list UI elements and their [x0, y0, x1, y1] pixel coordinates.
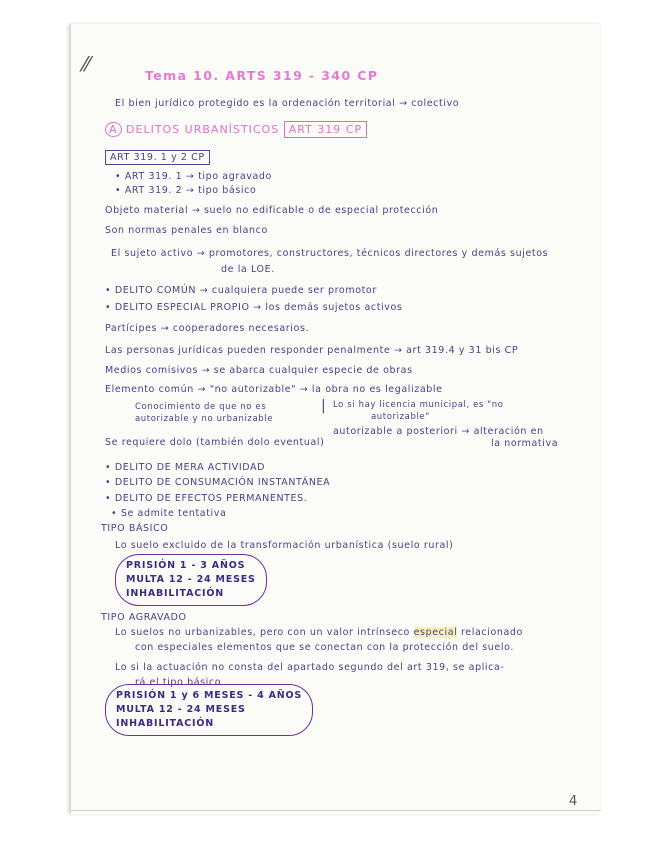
text-line: • DELITO ESPECIAL PROPIO → los demás sujetos activos: [105, 302, 403, 313]
page-bottom-rule: [71, 810, 601, 811]
page-number: 4: [569, 794, 578, 809]
notebook-page: [70, 24, 601, 814]
note-line: Lo si hay licencia municipal, es "no: [333, 400, 504, 410]
text-line: Partícipes → cooperadores necesarios.: [105, 323, 310, 334]
text-line: Se requiere dolo (también dolo eventual): [105, 437, 325, 448]
text-line: Las personas jurídicas pueden responder penalmente → art 319.4 y 31 bis CP: [105, 345, 519, 356]
tipo-basico-heading: TIPO BÁSICO: [101, 523, 169, 534]
text-line: Lo suelo excluido de la transformación urbanística (suelo rural): [115, 540, 454, 551]
text-line: Elemento común → "no autorizable" → la obra no es legalizable: [105, 384, 443, 395]
penalty-prison: PRISIÓN 1 - 3 AÑOS: [126, 560, 246, 571]
page-title: Tema 10. ARTS 319 - 340 CP: [145, 68, 379, 83]
penalty-prison: PRISIÓN 1 y 6 MESES - 4 AÑOS: [116, 690, 303, 701]
section-a-ref: ART 319 CP: [284, 121, 367, 138]
agravado-line: rá el tipo básico: [135, 677, 222, 688]
text-line: • DELITO DE EFECTOS PERMANENTES.: [105, 493, 308, 504]
intro-line: El bien jurídico protegido es la ordenación territorial → colectivo: [115, 98, 460, 109]
text-line: Medios comisivos → se abarca cualquier especie de obras: [105, 365, 413, 376]
sub-ref: ART 319. 1 y 2 CP: [105, 150, 210, 165]
item-basico: • ART 319. 2 → tipo básico: [115, 185, 257, 196]
text-line: • DELITO DE MERA ACTIVIDAD: [105, 462, 266, 473]
penalty-disqualification: INHABILITACIÓN: [116, 718, 214, 729]
text-line: • DELITO COMÚN → cualquiera puede ser promotor: [105, 285, 377, 296]
agravado-line: con especiales elementos que se conectan con la protección del suelo.: [135, 642, 514, 653]
penalty-fine: MULTA 12 - 24 MESES: [126, 574, 256, 585]
note-line: la normativa: [491, 438, 559, 449]
penalty-disqualification: INHABILITACIÓN: [126, 588, 224, 599]
text-line: • Se admite tentativa: [111, 508, 227, 519]
text-line: de la LOE.: [221, 264, 275, 275]
note-line: autorizable": [371, 412, 430, 422]
down-arrow: |: [321, 398, 327, 414]
note-line: autorizable y no urbanizable: [135, 414, 274, 424]
agravado-line: Lo si la actuación no consta del apartado segundo del art 319, se aplica-: [115, 662, 505, 673]
tipo-agravado-heading: TIPO AGRAVADO: [101, 612, 187, 623]
margin-mark: ⁄⁄: [83, 52, 90, 76]
section-a-bullet: A: [105, 122, 122, 137]
text-line: Objeto material → suelo no edificable o de especial protección: [105, 205, 439, 216]
penalty-cloud-basic: [115, 554, 267, 606]
penalty-cloud-agravado: [105, 684, 313, 736]
agravado-line: Lo suelos no urbanizables, pero con un valor intrínseco especial relacionado: [115, 627, 523, 638]
text-line: El sujeto activo → promotores, constructores, técnicos directores y demás sujetos: [111, 248, 549, 259]
section-a-label: DELITOS URBANÍSTICOS: [126, 123, 280, 136]
text-line: • DELITO DE CONSUMACIÓN INSTANTÁNEA: [105, 477, 331, 488]
text-line: Son normas penales en blanco: [105, 225, 268, 236]
highlight-especial: especial: [413, 627, 458, 638]
penalty-fine: MULTA 12 - 24 MESES: [116, 704, 246, 715]
item-agravado: • ART 319. 1 → tipo agravado: [115, 171, 272, 182]
section-a-heading: [105, 123, 367, 136]
note-line: Conocimiento de que no es: [135, 402, 267, 412]
note-line: autorizable a posteriori → alteración en: [333, 426, 544, 437]
